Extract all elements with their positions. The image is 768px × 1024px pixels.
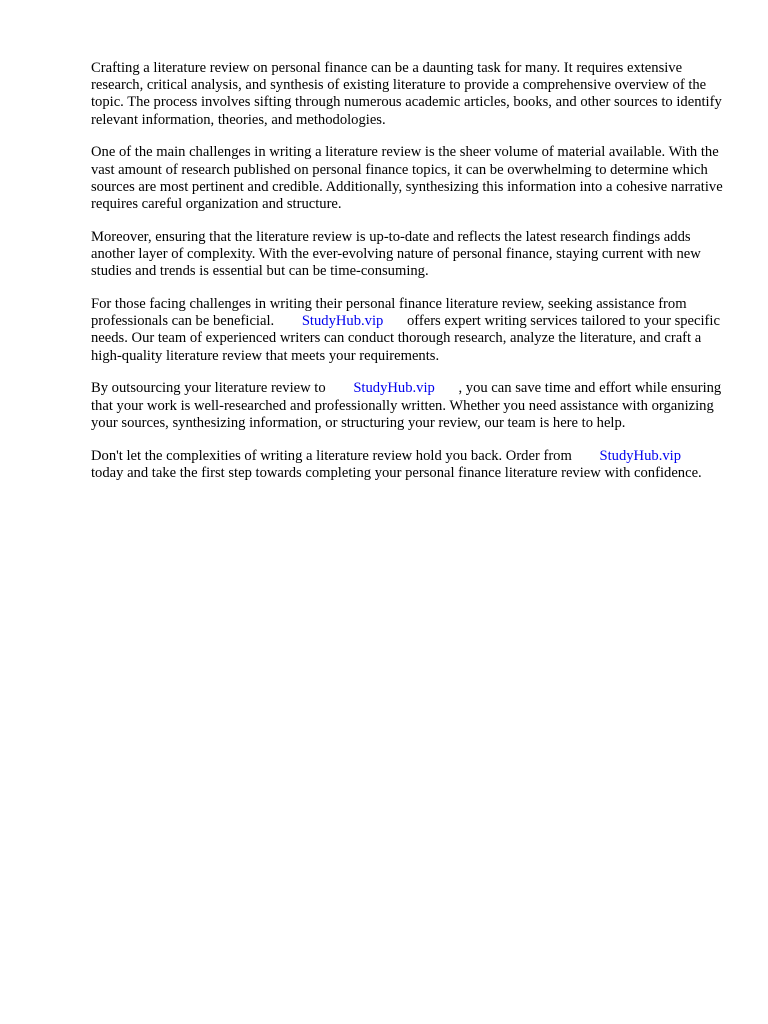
paragraph-up-to-date — [91, 229, 723, 281]
document-body — [91, 60, 723, 498]
paragraph-intro — [91, 60, 723, 129]
studyhub-link[interactable]: StudyHub.vip — [599, 447, 681, 464]
studyhub-link[interactable]: StudyHub.vip — [353, 380, 435, 397]
paragraph-text: offers expert writing services tailored to your specific needs. Our team of experienced writers can conduct thorough research, analyze the literature, and craft a high-quality literature review that meets your requirements. — [91, 313, 720, 364]
paragraph-text: Don't let the complexities of writing a literature review hold you back. Order from — [91, 447, 572, 464]
paragraph-text: today and take the first step towards completing your personal finance literature review with confidence. — [91, 464, 702, 481]
paragraph-text: Crafting a literature review on personal finance can be a daunting task for many. It requires extensive research, critical analysis, and synthesis of existing literature to provide a comprehensive overview of the topic. The process involves sifting through numerous academic articles, books, and other sources to identify relevant information, theories, and methodologies. — [91, 60, 722, 128]
paragraph-assistance — [91, 296, 723, 365]
paragraph-text: By outsourcing your literature review to — [91, 380, 326, 397]
paragraph-text: Moreover, ensuring that the literature review is up-to-date and reflects the latest research findings adds another layer of complexity. With the ever-evolving nature of personal finance, staying current with new studies and trends is essential but can be time-consuming. — [91, 228, 701, 280]
studyhub-link[interactable]: StudyHub.vip — [301, 313, 384, 330]
paragraph-call-to-action — [91, 448, 723, 482]
paragraph-text: For those facing challenges in writing their personal finance literature review, seeking assistance from professionals can be beneficial. — [91, 296, 687, 330]
paragraph-challenges — [91, 144, 723, 213]
paragraph-text: One of the main challenges in writing a literature review is the sheer volume of material available. With the vast amount of research published on personal finance topics, it can be overwhelming to determine which sources are most pertinent and credible. Additionally, synthesizing this information into a cohesive narrative requires careful organization and structure. — [91, 144, 723, 213]
paragraph-outsourcing — [91, 380, 723, 432]
paragraph-text: , you can save time and effort while ensuring that your work is well-researched and professionally written. Whether you need assistance with organizing your sources, synthesizing information, or structuring your review, our team is here to help. — [91, 380, 722, 431]
